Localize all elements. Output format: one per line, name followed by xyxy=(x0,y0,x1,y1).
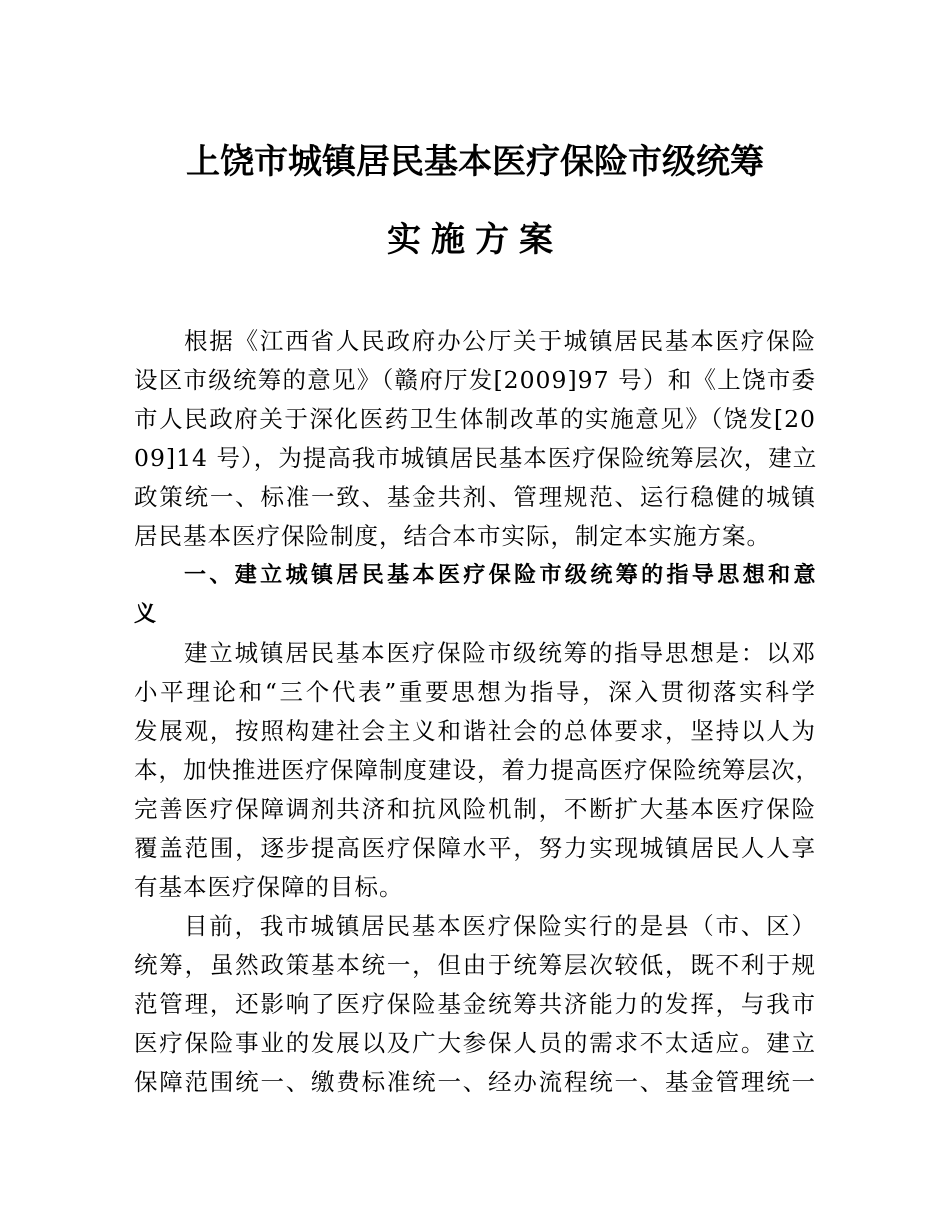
paragraph-line: 完善医疗保障调剂共济和抗风险机制，不断扩大基本医疗保险 xyxy=(134,795,816,823)
paragraph-3 xyxy=(134,907,816,1102)
paragraph-line: 本，加快推进医疗保障制度建设，着力提高医疗保险统筹层次， xyxy=(134,756,820,784)
paragraph-line: 发展观，按照构建社会主义和谐社会的总体要求，坚持以人为 xyxy=(134,717,816,745)
paragraph-line: 设区市级统筹的意见》（赣府厅发[2009]97 号）和《上饶市委 xyxy=(134,366,816,394)
paragraph-line: 范管理，还影响了医疗保险基金统筹共济能力的发挥，与我市 xyxy=(134,990,816,1018)
paragraph-line: 有基本医疗保障的目标。 xyxy=(134,873,404,901)
paragraph-1 xyxy=(134,322,816,556)
paragraph-line: 统筹，虽然政策基本统一，但由于统筹层次较低，既不利于规 xyxy=(134,951,816,979)
paragraph-line: 市人民政府关于深化医药卫生体制改革的实施意见》（饶发[20 xyxy=(134,405,816,433)
paragraph-line: 目前，我市城镇居民基本医疗保险实行的是县（市、区） xyxy=(184,912,816,940)
section-heading-1 xyxy=(134,556,816,634)
heading-line: 义 xyxy=(134,602,157,627)
paragraph-line: 保障范围统一、缴费标准统一、经办流程统一、基金管理统一 xyxy=(134,1068,816,1096)
paragraph-2 xyxy=(134,634,820,907)
paragraph-line: 小平理论和“三个代表”重要思想为指导，深入贯彻落实科学 xyxy=(134,678,816,706)
paragraph-line: 建立城镇居民基本医疗保险市级统筹的指导思想是：以邓 xyxy=(184,639,816,667)
document-title: 上饶市城镇居民基本医疗保险市级统筹 xyxy=(186,142,764,182)
paragraph-line: 政策统一、标准一致、基金共剂、管理规范、运行稳健的城镇 xyxy=(134,483,816,511)
heading-line: 一、建立城镇居民基本医疗保险市级统筹的指导思想和意 xyxy=(184,563,816,588)
paragraph-line: 覆盖范围，逐步提高医疗保障水平，努力实现城镇居民人人享 xyxy=(134,834,816,862)
paragraph-line: 根据《江西省人民政府办公厅关于城镇居民基本医疗保险 xyxy=(184,327,816,355)
document-body xyxy=(134,322,820,1102)
paragraph-line: 医疗保险事业的发展以及广大参保人员的需求不太适应。建立 xyxy=(134,1029,816,1057)
paragraph-line: 09]14 号），为提高我市城镇居民基本医疗保险统筹层次，建立 xyxy=(134,444,818,472)
paragraph-line: 居民基本医疗保险制度，结合本市实际，制定本实施方案。 xyxy=(134,522,771,550)
document-subtitle: 实施方案 xyxy=(387,220,563,260)
